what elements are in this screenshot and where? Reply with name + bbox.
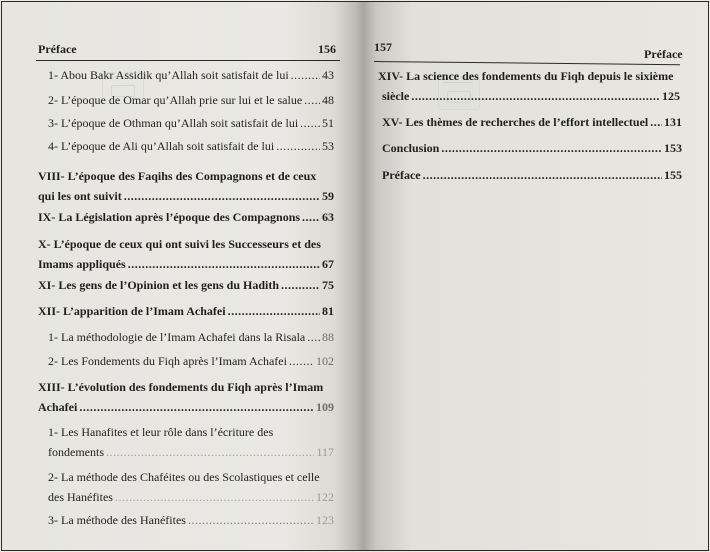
toc-entry-ix: IX- La Législation après l’époque des Compagnons ..... 63	[38, 207, 334, 227]
toc-entry-othman: 3- L’époque de Othman qu’Allah soit satisfait de lui ..... 51	[48, 113, 334, 133]
toc-entry-fondements-fiqh: 2- Les Fondements du Fiqh après l’Imam Achafei ..... 102	[48, 351, 334, 371]
toc-entry-xiv: XIV- La science des fondements du Fiqh depuis le sixième siècle ..... 125	[378, 66, 680, 106]
toc-entry-chafeites: 2- La méthode des Chaféites ou des Scolastiques et celle des Hanéfites ..... 122	[48, 467, 334, 507]
toc-entry-omar: 2- L’époque de Omar qu’Allah prie sur lui et le salue ..... 48	[48, 90, 334, 110]
left-running-title: Préface	[38, 42, 77, 56]
right-page-number: 157	[374, 40, 392, 54]
toc-entry-xiii: XIII- L’évolution des fondements du Fiqh après l’Imam Achafei ..... 109	[38, 377, 334, 417]
toc-entry-xii: XII- L’apparition de l’Imam Achafei ..... 81	[38, 301, 334, 321]
toc-entry-conclusion: Conclusion ..... 153	[382, 138, 682, 158]
left-header-rule	[36, 60, 340, 61]
toc-entry-ali: 4- L’époque de Ali qu’Allah soit satisfait de lui ..... 53	[48, 136, 334, 156]
toc-entry-xv: XV- Les thèmes de recherches de l’effort intellectuel ..... 131	[382, 112, 682, 132]
right-page	[360, 2, 708, 550]
toc-entry-preface: Préface ..... 155	[382, 165, 682, 185]
left-page	[2, 2, 357, 550]
right-running-title: Préface	[644, 47, 683, 61]
left-page-number: 156	[318, 42, 336, 56]
toc-entry-xi: XI- Les gens de l’Opinion et les gens du Hadith ..... 75	[38, 275, 334, 295]
right-header-rule	[374, 61, 680, 65]
toc-entry-viii: VIII- L’époque des Faqihs des Compagnons et de ceux qui les ont suivit ..... 59	[38, 166, 334, 206]
toc-entry-x: X- L’époque de ceux qui ont suivi les Successeurs et des Imams appliqués ..... 67	[38, 234, 334, 274]
toc-entry-hanafites: 1- Les Hanafites et leur rôle dans l’écriture des fondements ..... 117	[48, 422, 334, 462]
book-spread	[1, 1, 709, 551]
toc-entry-risala: 1- La méthodologie de l’Imam Achafei dans la Risala ..... 88	[48, 327, 334, 347]
toc-entry-hanefites: 3- La méthode des Hanéfites ..... 123	[48, 510, 334, 530]
toc-entry-abou-bakr: 1- Abou Bakr Assidik qu’Allah soit satisfait de lui ..... 43	[48, 65, 334, 85]
